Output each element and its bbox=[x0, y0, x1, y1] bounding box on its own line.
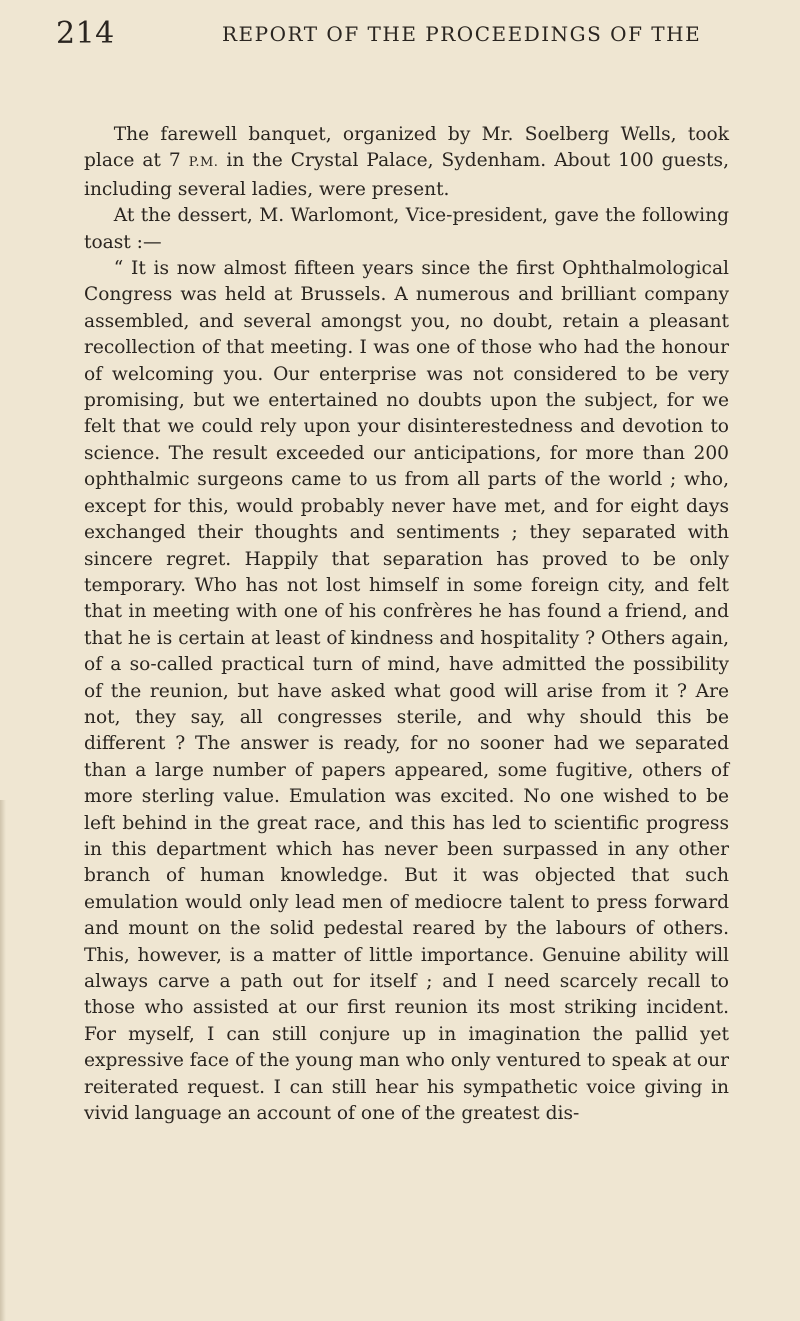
page-number: 214 bbox=[56, 16, 115, 51]
time-abbreviation: P.M. bbox=[188, 155, 219, 171]
paragraph-banquet-after: in the Crystal Palace, Sydenham. About 100 guests, including several ladies, were present. bbox=[84, 150, 729, 200]
body-text bbox=[84, 122, 729, 1127]
running-head: REPORT OF THE PROCEEDINGS OF THE bbox=[222, 22, 702, 46]
page-edge-shadow bbox=[0, 800, 6, 1321]
paragraph-banquet bbox=[84, 122, 729, 203]
paragraph-toast-intro: At the dessert, M. Warlomont, Vice-president, gave the following toast :— bbox=[84, 205, 729, 253]
paragraph-toast: “ It is now almost fifteen years since the first Ophthalmological Congress was held at Brussels. A numerous and brilliant company assembled, and several amongst you, no doubt, retain a pleasant recollection of that meeting. I was one of those who had the honour of welcoming you. Our enterprise was not considered to be very promising, but we entertained no doubts upon the subject, for we felt that we could rely upon your disinterestedness and devotion to science. The result exceeded our anticipations, for more than 200 ophthalmic surgeons came to us from all parts of the world ; who, except for this, would probably never have met, and for eight days exchanged their thoughts and sentiments ; they separated with sincere regret. Happily that separation has proved to be only temporary. Who has not lost himself in some foreign city, and felt that in meeting with one of his confrères he has found a friend, and that he is certain at least of kindness and hospitality ? Others again, of a so-called practical turn of mind, have admitted the possibility of the reunion, but have asked what good will arise from it ? Are not, they say, all congresses sterile, and why should this be different ? The answer is ready, for no sooner had we separated than a large number of papers appeared, some fugitive, others of more sterling value. Emulation was excited. No one wished to be left behind in the great race, and this has led to scientific progress in this department which has never been surpassed in any other branch of human knowledge. But it was objected that such emulation would only lead men of mediocre talent to press forward and mount on the solid pedestal reared by the labours of others. This, however, is a matter of little importance. Genuine ability will always carve a path out for itself ; and I need scarcely recall to those who assisted at our first reunion its most striking incident. For myself, I can still conjure up in imagination the pallid yet expressive face of the young man who only ventured to speak at our reiterated request. I can still hear his sympathetic voice giving in vivid language an account of one of the greatest dis- bbox=[84, 258, 729, 1125]
paragraph-banquet-before: The farewell banquet, organized by Mr. Soelberg Wells, took place at 7 bbox=[84, 124, 729, 172]
